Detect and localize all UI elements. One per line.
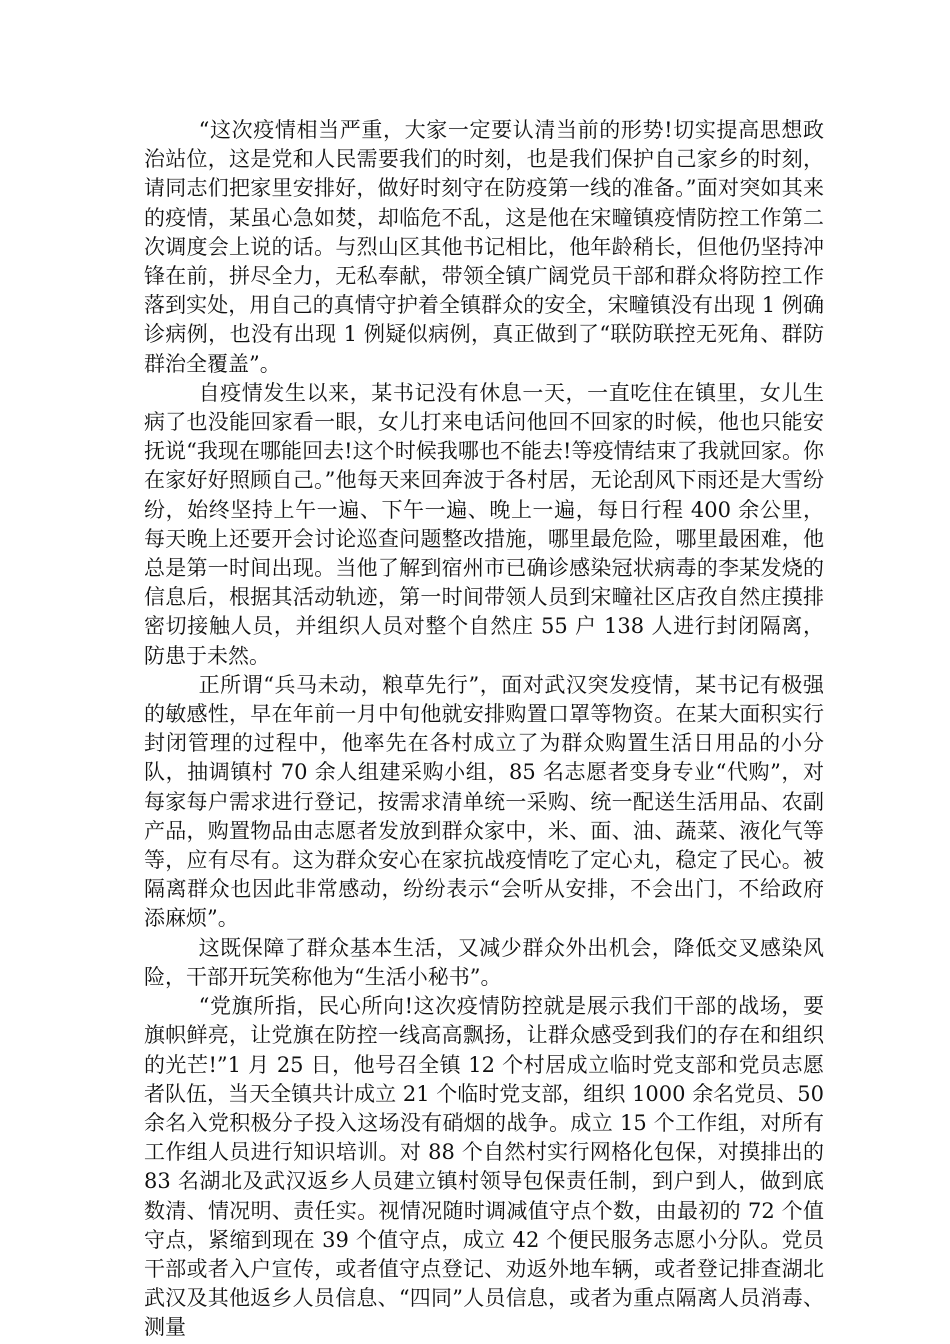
paragraph: 自疫情发生以来，某书记没有休息一天，一直吃住在镇里，女儿生病了也没能回家看一眼，女儿打来电话问他回不回家的时候，他也只能安抚说“我现在哪能回去!这个时候我哪也不能去!等疫情结束了我就回家。你在家好好照顾自己。”他每天来回奔波于各村居，无论刮风下雨还是大雪纷纷，始终坚持上午一遍、下午一遍、晚上一遍，每日行程 400 余公里，每天晚上还要开会讨论巡查问题整改措施，哪里最危险，哪里最困难，他总是第一时间出现。当他了解到宿州市已确诊感染冠状病毒的李某发烧的信息后，根据其活动轨迹，第一时间带领人员到宋疃社区店孜自然庄摸排密切接触人员，并组织人员对整个自然庄 55 户 138 人进行封闭隔离，防患于未然。	[144, 380, 824, 668]
paragraph: “这次疫情相当严重，大家一定要认清当前的形势!切实提高思想政治站位，这是党和人民需要我们的时刻，也是我们保护自己家乡的时刻，请同志们把家里安排好，做好时刻守在防疫第一线的准备。”面对突如其来的疫情，某虽心急如焚，却临危不乱，这是他在宋疃镇疫情防控工作第二次调度会上说的话。与烈山区其他书记相比，他年龄稍长，但他仍坚持冲锋在前，拼尽全力，无私奉献，带领全镇广阔党员干部和群众将防控工作落到实处，用自己的真情守护着全镇群众的安全，宋疃镇没有出现 1 例确诊病例，也没有出现 1 例疑似病例，真正做到了“联防联控无死角、群防群治全覆盖”。	[144, 118, 824, 376]
paragraph: 这既保障了群众基本生活，又减少群众外出机会，降低交叉感染风险，干部开玩笑称他为“生活小秘书”。	[144, 935, 824, 989]
document-body	[144, 116, 824, 1343]
paragraph: “党旗所指，民心所向!这次疫情防控就是展示我们干部的战场，要旗帜鲜亮，让党旗在防控一线高高飘扬，让群众感受到我们的存在和组织的光芒!”1 月 25 日，他号召全镇 12 个村居成立临时党支部和党员志愿者队伍，当天全镇共计成立 21 个临时党支部，组织 1000 余名党员、50 余名入党积极分子投入这场没有硝烟的战争。成立 15 个工作组，对所有工作组人员进行知识培训。对 88 个自然村实行网格化包保，对摸排出的 83 名湖北及武汉返乡人员建立镇村领导包保责任制，到户到人，做到底数清、情况明、责任实。视情况随时调减值守点个数，由最初的 72 个值守点，紧缩到现在 39 个值守点，成立 42 个便民服务志愿小分队。党员干部或者入户宣传，或者值守点登记、劝返外地车辆，或者登记排查湖北武汉及其他返乡人员信息、“四同”人员信息，或者为重点隔离人员消毒、测量	[144, 994, 824, 1340]
paragraph: 正所谓“兵马未动，粮草先行”，面对武汉突发疫情，某书记有极强的敏感性，早在年前一月中旬他就安排购置口罩等物资。在某大面积实行封闭管理的过程中，他率先在各村成立了为群众购置生活日用品的小分队，抽调镇村 70 余人组建采购小组，85 名志愿者变身专业“代购”，对每家每户需求进行登记，按需求清单统一采购、统一配送生活用品、农副产品，购置物品由志愿者发放到群众家中，米、面、油、蔬菜、液化气等等，应有尽有。这为群众安心在家抗战疫情吃了定心丸，稳定了民心。被隔离群众也因此非常感动，纷纷表示“会听从安排，不会出门，不给政府添麻烦”。	[144, 672, 824, 931]
